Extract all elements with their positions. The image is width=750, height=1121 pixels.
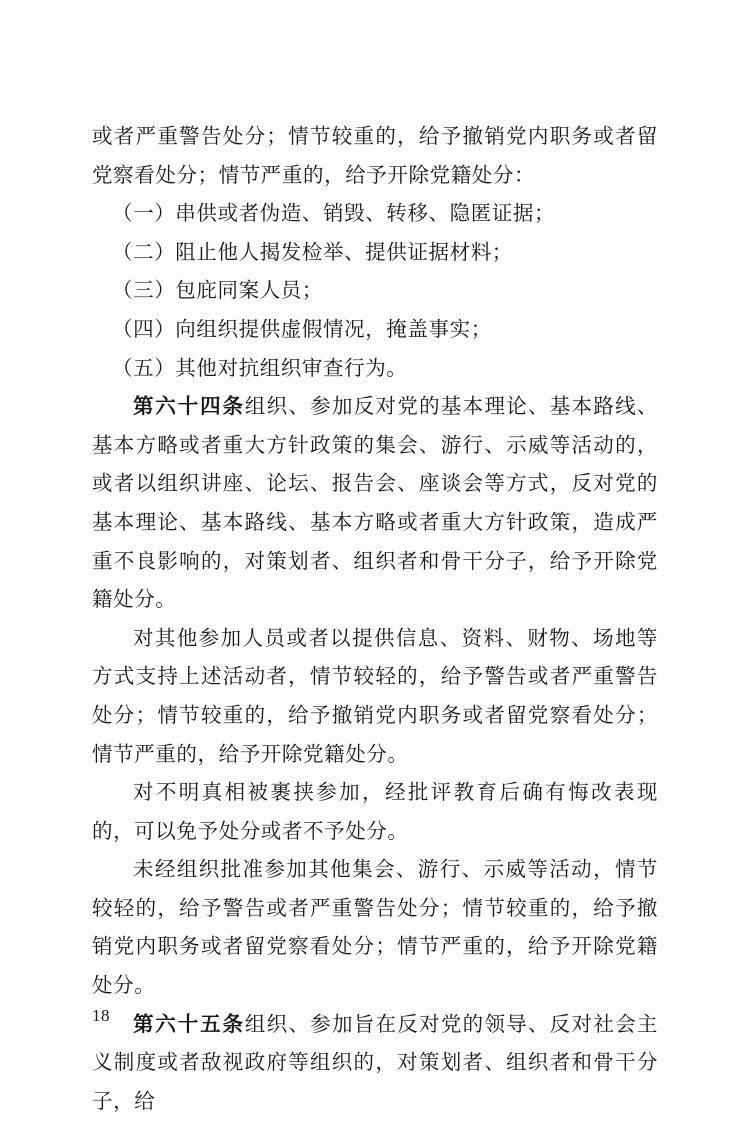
paragraph-continuation: 或者严重警告处分；情节较重的，给予撤销党内职务或者留党察看处分；情节严重的，给予开除党籍处分： — [92, 126, 658, 187]
paragraph: 对不明真相被裹挟参加，经批评教育后确有悔改表现的，可以免予处分或者不予处分。 — [92, 782, 658, 843]
article-text: 组织、参加旨在反对党的领导、反对社会主义制度或者敌视政府等组织的，对策划者、组织者和骨干分子，给 — [92, 1013, 658, 1113]
paragraph: 未经组织批准参加其他集会、游行、示威等活动，情节较轻的，给予警告或者严重警告处分；情节较重的，给予撤销党内职务或者留党察看处分；情节严重的，给予开除党籍处分。 — [92, 859, 658, 998]
list-item: （五）其他对抗组织审查行为。 — [112, 357, 408, 380]
list-item: （三）包庇同案人员； — [112, 280, 323, 303]
page-number: 18 — [92, 1006, 110, 1025]
page-body — [92, 118, 658, 1121]
list-item: （一）串供或者伪造、销毁、转移、隐匿证据； — [112, 203, 556, 226]
list-item: （四）向组织提供虚假情况，掩盖事实； — [112, 318, 492, 341]
article-text: 组织、参加反对党的基本理论、基本路线、基本方略或者重大方针政策的集会、游行、示威等活动的，或者以组织讲座、论坛、报告会、座谈会等方式，反对党的基本理论、基本路线、基本方略或者重大方针政策，造成严重不良影响的，对策划者、组织者和骨干分子，给予开除党籍处分。 — [92, 396, 658, 612]
paragraph: 对其他参加人员或者以提供信息、资料、财物、场地等方式支持上述活动者，情节较轻的，给予警告或者严重警告处分；情节较重的，给予撤销党内职务或者留党察看处分；情节严重的，给予开除党籍处分。 — [92, 627, 658, 766]
article-paragraph — [92, 388, 658, 620]
article-number: 第六十四条 — [133, 396, 245, 419]
article-number: 第六十五条 — [133, 1013, 245, 1036]
article-paragraph — [92, 1006, 658, 1121]
list-item: （二）阻止他人揭发检举、提供证据材料； — [112, 241, 513, 264]
